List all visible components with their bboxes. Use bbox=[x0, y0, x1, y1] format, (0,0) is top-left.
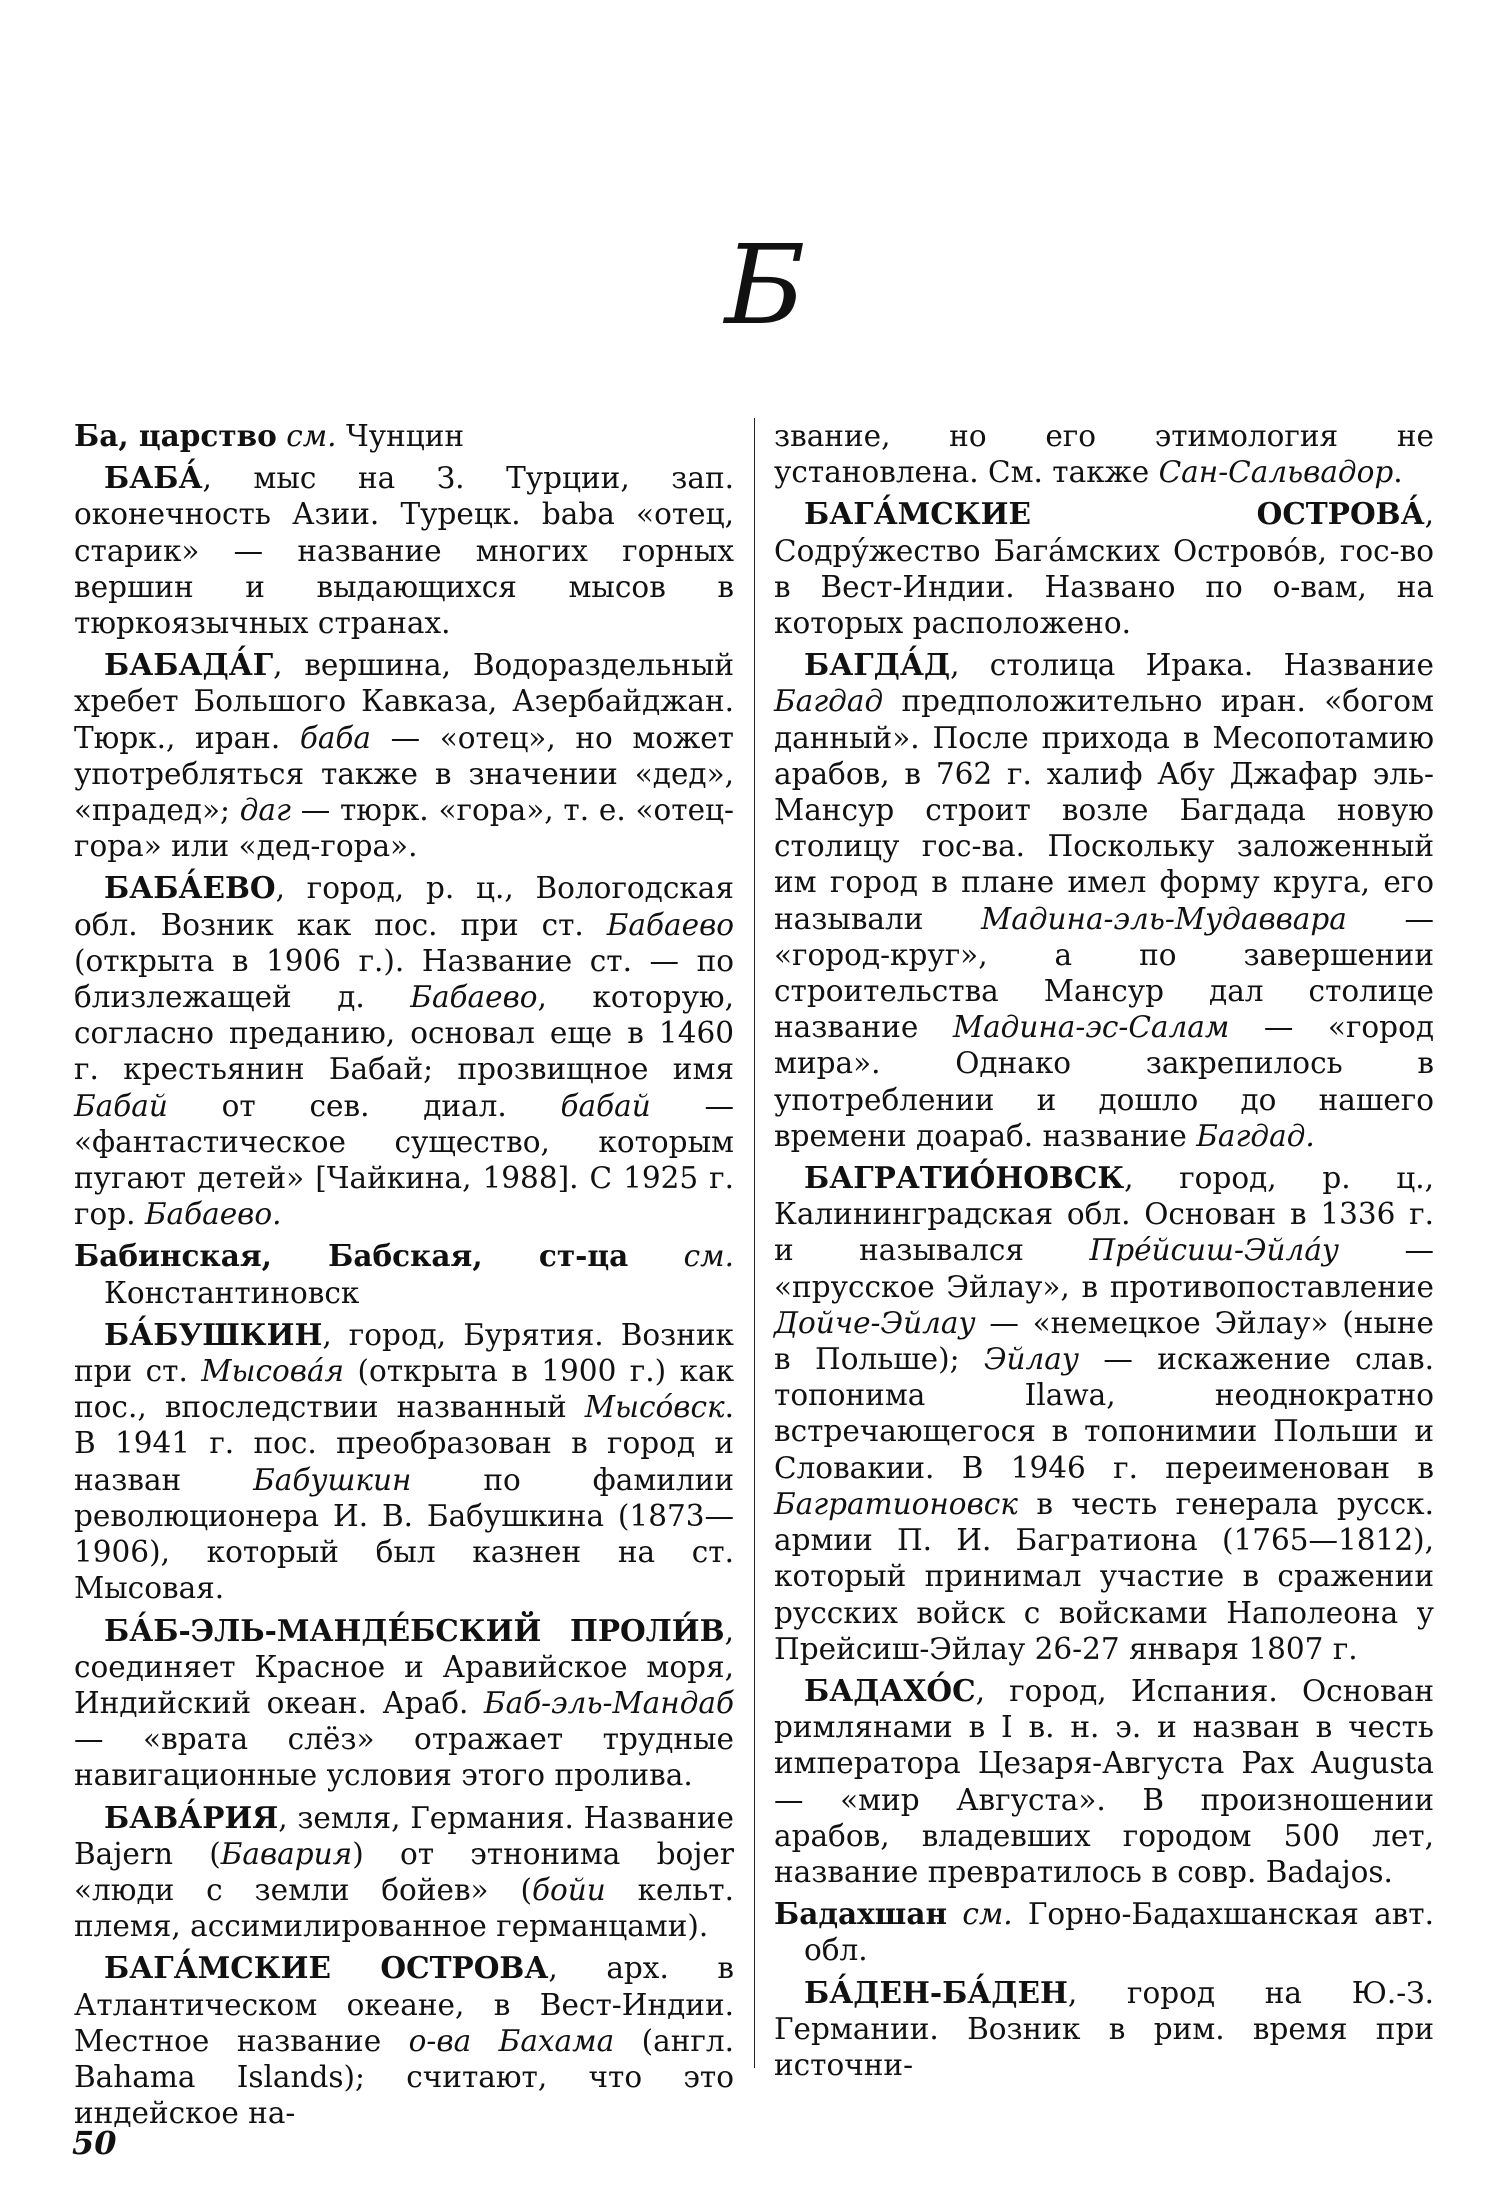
entry-text: от сев. диал. bbox=[167, 1088, 561, 1123]
entry-text: , мыс на З. Турции, зап. оконечность Азии. Турецк. baba «отец, старик» — название многих горных вершин и выдающихся мысов в тюркоязычных странах. bbox=[74, 461, 734, 641]
italic-term: Эйлау bbox=[983, 1342, 1080, 1377]
dictionary-entry bbox=[74, 1800, 734, 1945]
headword: Ба, царство bbox=[74, 418, 277, 453]
entry-text: ) от этнонима bojer «люди с земли бойев» ( bbox=[74, 1836, 734, 1907]
left-column bbox=[74, 418, 734, 2137]
italic-term: Багдад bbox=[774, 684, 884, 719]
italic-term: Бабаево bbox=[410, 980, 538, 1015]
entry-text: по фамилии революционера И. В. Бабушкина (1873—1906), который был казнен на ст. Мысовая. bbox=[74, 1462, 734, 1606]
italic-term: Мадина-эс-Салам bbox=[952, 1010, 1230, 1045]
cross-reference bbox=[774, 1896, 1434, 1968]
italic-term: Бабаево bbox=[606, 907, 734, 942]
entry-text: — «немецкое Эйлау» (ныне в Польше); bbox=[774, 1305, 1434, 1377]
italic-term: Сан-Сальвадор bbox=[1158, 455, 1394, 490]
entry-text: — искажение слав. топонима Ilawa, неоднократно встречающегося в топонимии Польши и Словакии. В 1946 г. переименован в bbox=[774, 1342, 1435, 1485]
entry-text: — «город-круг», а по завершении строительства Мансур дал столице название bbox=[774, 901, 1434, 1045]
column-divider bbox=[754, 418, 755, 2068]
headword: БАГРАТИО́НОВСК bbox=[804, 1160, 1125, 1196]
entry-text: звание, но его этимология не установлена. См. также bbox=[774, 419, 1434, 490]
entry-text: (открыта в 1900 г.) как пос., впоследствии названный bbox=[74, 1354, 734, 1425]
italic-term: даг bbox=[239, 793, 291, 828]
entry-text: — «фантастическое существо, которым пугают детей» [Чайкина, 1988]. С 1925 г. гор. bbox=[74, 1088, 734, 1232]
headword: БАБА́ЕВО bbox=[104, 870, 276, 906]
see-mark: см. bbox=[683, 1239, 734, 1274]
dictionary-entry bbox=[74, 460, 734, 641]
entry-text: , город, р. ц., Вологодская обл. Возник как пос. при ст. bbox=[74, 871, 734, 942]
see-mark: см. bbox=[962, 1897, 1013, 1932]
headword: БАГА́МСКИЕ ОСТРОВА bbox=[104, 1950, 549, 1986]
entry-text: , город, Испания. Основан римлянами в I в. н. э. и назван в честь императора Цезаря-Августа Pax Augusta — «мир Августа». В произношении арабов, владевших городом 500 лет, название превратилось в совр. Badajos. bbox=[774, 1673, 1434, 1889]
entry-text: , арх. в Атлантическом океане, в Вест-Индии. Местное название bbox=[74, 1951, 734, 2058]
cross-reference bbox=[74, 418, 734, 454]
entry-text: — «врата слёз» отражает трудные навигационные условия этого пролива. bbox=[74, 1722, 734, 1793]
italic-term: Бабай bbox=[74, 1088, 168, 1123]
italic-term: Багдад. bbox=[1196, 1118, 1315, 1153]
see-mark: см. bbox=[286, 419, 337, 453]
entry-continuation bbox=[774, 418, 1434, 490]
dictionary-entry bbox=[774, 647, 1434, 1154]
headword: БА́Б-ЭЛЬ-МАНДЕ́БСКИЙ ПРОЛИ́В bbox=[104, 1612, 725, 1648]
section-letter: Б bbox=[724, 221, 806, 349]
entry-text: — «прусское Эйлау», в противопоставление bbox=[774, 1233, 1434, 1304]
dictionary-entry bbox=[774, 1160, 1434, 1667]
entry-text: . bbox=[1393, 455, 1403, 490]
reference-target: Горно-Бадахшанская авт. обл. bbox=[804, 1897, 1434, 1968]
italic-term: Баб-эль-Мандаб bbox=[483, 1685, 734, 1720]
italic-term: Пре́йсиш-Эйла́у bbox=[1089, 1233, 1340, 1268]
italic-term: Бабушкин bbox=[253, 1462, 412, 1497]
entry-text: кельт. племя, ассимилированное германцами). bbox=[74, 1872, 734, 1944]
italic-term: Мысова́я bbox=[201, 1354, 345, 1389]
italic-term: Багратионовск bbox=[774, 1486, 1018, 1521]
entry-text: . В 1941 г. пос. преобразован в город и назван bbox=[74, 1390, 734, 1497]
italic-term: бабай bbox=[560, 1088, 651, 1123]
italic-term: Мадина-эль-Мудаввара bbox=[981, 901, 1347, 936]
italic-term: Бабаево. bbox=[144, 1197, 282, 1232]
right-column bbox=[774, 418, 1434, 2089]
entry-text: , вершина, Водораздельный хребет Большого Кавказа, Азербайджан. Тюрк., иран. bbox=[74, 648, 734, 755]
italic-term: Мысо́вск bbox=[584, 1390, 725, 1425]
headword: БАВА́РИЯ bbox=[104, 1799, 279, 1835]
entry-text: , город, Бурятия. Возник при ст. bbox=[74, 1317, 734, 1389]
dictionary-entry bbox=[774, 496, 1434, 641]
cross-reference bbox=[74, 1238, 734, 1310]
italic-term: баба bbox=[299, 720, 372, 755]
headword: БАДАХО́С bbox=[804, 1672, 976, 1708]
entry-text: в честь генерала русск. армии П. И. Багратиона (1765—1812), который принимал участие в сражении русских войск с войсками Наполеона у Прейсиш-Эйлау 26-27 января 1807 г. bbox=[774, 1486, 1434, 1666]
entry-text: предположительно иран. «богом данный». После прихода в Месопотамию арабов, в 762 г. халиф Абу Джафар эль-Мансур строит возле Багдада новую столицу гос-ва. Поскольку заложенный им город в плане имел форму круга, его называли bbox=[774, 684, 1434, 936]
dictionary-entry bbox=[774, 1975, 1434, 2084]
italic-term: Дойче-Эйлау bbox=[774, 1305, 976, 1340]
headword: БАГА́МСКИЕ ОСТРОВА́ bbox=[804, 496, 1425, 532]
headword: Бадахшан bbox=[774, 1896, 948, 1932]
reference-target: Константиновск bbox=[104, 1275, 360, 1310]
dictionary-entry bbox=[74, 1950, 734, 2131]
dictionary-entry bbox=[74, 1613, 734, 1794]
entry-text: (англ. Bahama Islands); считают, что это индейское на- bbox=[74, 2023, 734, 2131]
headword: БАБА́ bbox=[104, 460, 203, 496]
italic-term: Бавария bbox=[220, 1836, 353, 1871]
dictionary-entry bbox=[74, 870, 734, 1232]
entry-text: , город, р. ц., Калининградская обл. Основан в 1336 г. и назывался bbox=[774, 1161, 1434, 1268]
headword: БАБАДА́Г bbox=[104, 647, 274, 683]
entry-text: — тюрк. «гора», т. е. «отец-гора» или «дед-гора». bbox=[74, 793, 734, 864]
entry-text: — «город мира». Однако закрепилось в употреблении и дошло до нашего времени доараб. название bbox=[774, 1010, 1434, 1153]
headword: БА́ДЕН-БА́ДЕН bbox=[804, 1974, 1068, 2010]
entry-text: , столица Ирака. Название bbox=[950, 648, 1434, 683]
italic-term: бойи bbox=[531, 1872, 606, 1907]
entry-text: — «отец», но может употребляться также в значении «дед», «прадед»; bbox=[74, 720, 734, 828]
page-number: 50 bbox=[72, 2124, 117, 2162]
entry-text: (открыта в 1906 г.). Название ст. — по близлежащей д. bbox=[74, 943, 734, 1015]
italic-term: о-ва Бахама bbox=[408, 2023, 615, 2058]
headword: БАГДА́Д bbox=[804, 647, 951, 683]
dictionary-entry bbox=[774, 1673, 1434, 1890]
entry-text: , земля, Германия. Название Bajern ( bbox=[74, 1800, 734, 1871]
dictionary-entry bbox=[74, 647, 734, 864]
headword: БА́БУШКИН bbox=[104, 1316, 323, 1352]
entry-text: , которую, согласно преданию, основал еще в 1460 г. крестьянин Бабай; прозвищное имя bbox=[74, 980, 734, 1087]
reference-target: Чунцин bbox=[336, 419, 465, 453]
entry-text: , Содру́жество Бага́мских Острово́в, гос-во в Вест-Индии. Названо по о-вам, на которых расположено. bbox=[774, 497, 1434, 641]
headword: Бабинская, Бабская, ст-ца bbox=[74, 1238, 629, 1274]
entry-text: , город на Ю.-З. Германии. Возник в рим. время при источни- bbox=[774, 1975, 1434, 2082]
dictionary-entry bbox=[74, 1317, 734, 1607]
entry-text: , соединяет Красное и Аравийское моря, Индийский океан. Араб. bbox=[74, 1613, 734, 1720]
